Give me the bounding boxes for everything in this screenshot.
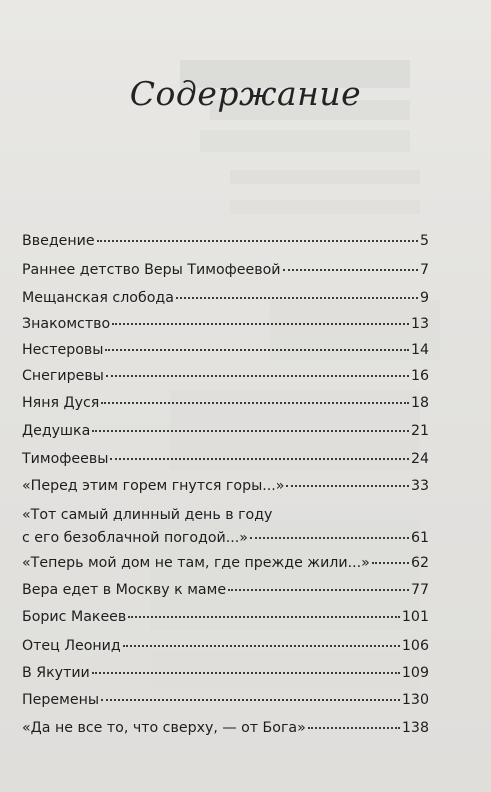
toc-entry-title: Введение [22, 233, 95, 249]
toc-entry-page: 21 [410, 423, 429, 439]
toc-entry [22, 368, 429, 385]
toc-entry-title: Снегиревы [22, 368, 104, 384]
toc-entry-title: Вера едет в Москву к маме [22, 582, 227, 598]
leader-dots [228, 589, 409, 591]
toc-entry [22, 423, 429, 440]
toc-entry-page: 62 [410, 555, 429, 571]
toc-entry [22, 395, 429, 412]
toc-entry [22, 692, 429, 709]
toc-entry [22, 262, 429, 279]
leader-dots [128, 616, 400, 618]
toc-entry-title: Дедушка [22, 423, 91, 439]
toc-entry-page: 138 [401, 720, 429, 736]
leader-dots [105, 349, 408, 351]
leader-dots [123, 645, 400, 647]
toc-entry-title: с его безоблачной погодой...» [22, 530, 248, 546]
toc-entry-page: 101 [401, 609, 429, 625]
leader-dots [110, 458, 409, 460]
toc-entry [22, 233, 429, 250]
toc-entry-page: 13 [410, 316, 429, 332]
toc-entry-title: Отец Леонид [22, 638, 121, 654]
toc-entry [22, 290, 429, 307]
toc-entry [22, 451, 429, 468]
toc-entry-title: Борис Макеев [22, 609, 127, 625]
toc-entry [22, 555, 429, 572]
toc-entry-title: «Да не все то, что сверху, — от Бога» [22, 720, 306, 736]
toc-entry-title: Няня Дуся [22, 395, 100, 411]
toc-entry-title-line1: «Тот самый длинный день в году [22, 507, 273, 523]
toc-entry [22, 316, 429, 333]
leader-dots [283, 269, 418, 271]
leader-dots [97, 240, 418, 242]
toc-entry-title: Знакомство [22, 316, 111, 332]
toc-entry-page: 24 [410, 451, 429, 467]
page-title: Содержание [129, 74, 362, 113]
toc-entry-title: Перемены [22, 692, 100, 708]
toc-entry-page: 109 [401, 665, 429, 681]
toc-entry-page: 77 [410, 582, 429, 598]
toc-entry-title: В Якутии [22, 665, 90, 681]
toc-entry [22, 665, 429, 682]
leader-dots [92, 430, 409, 432]
toc-entry [22, 342, 429, 359]
toc-entry-page: 18 [410, 395, 429, 411]
toc-entry [22, 507, 429, 547]
leader-dots [250, 537, 409, 539]
toc-entry-page: 33 [410, 478, 429, 494]
toc-entry-title: Нестеровы [22, 342, 104, 358]
toc-entry-title: Тимофеевы [22, 451, 109, 467]
leader-dots [92, 672, 400, 674]
toc-entry-page: 16 [410, 368, 429, 384]
toc-entry-page: 61 [410, 530, 429, 546]
toc-entry [22, 478, 429, 495]
toc-entry-page: 106 [401, 638, 429, 654]
toc-entry-title: Раннее детство Веры Тимофеевой [22, 262, 281, 278]
leader-dots [176, 297, 418, 299]
leader-dots [286, 485, 408, 487]
toc-entry-page: 5 [419, 233, 429, 249]
toc-entry [22, 609, 429, 626]
leader-dots [101, 699, 400, 701]
leader-dots [308, 727, 400, 729]
toc-entry-title: «Теперь мой дом не там, где прежде жили...» [22, 555, 370, 571]
toc-entry-page: 130 [401, 692, 429, 708]
toc-entry-page: 14 [410, 342, 429, 358]
toc-entry [22, 720, 429, 737]
toc-entry-title: «Перед этим горем гнутся горы...» [22, 478, 285, 494]
leader-dots [372, 562, 409, 564]
toc-entry-page: 7 [419, 262, 429, 278]
leader-dots [101, 402, 409, 404]
toc-entry [22, 638, 429, 655]
leader-dots [112, 323, 409, 325]
toc-entry [22, 582, 429, 599]
toc-entry-page: 9 [419, 290, 429, 306]
leader-dots [106, 375, 409, 377]
toc-entry-title: Мещанская слобода [22, 290, 174, 306]
